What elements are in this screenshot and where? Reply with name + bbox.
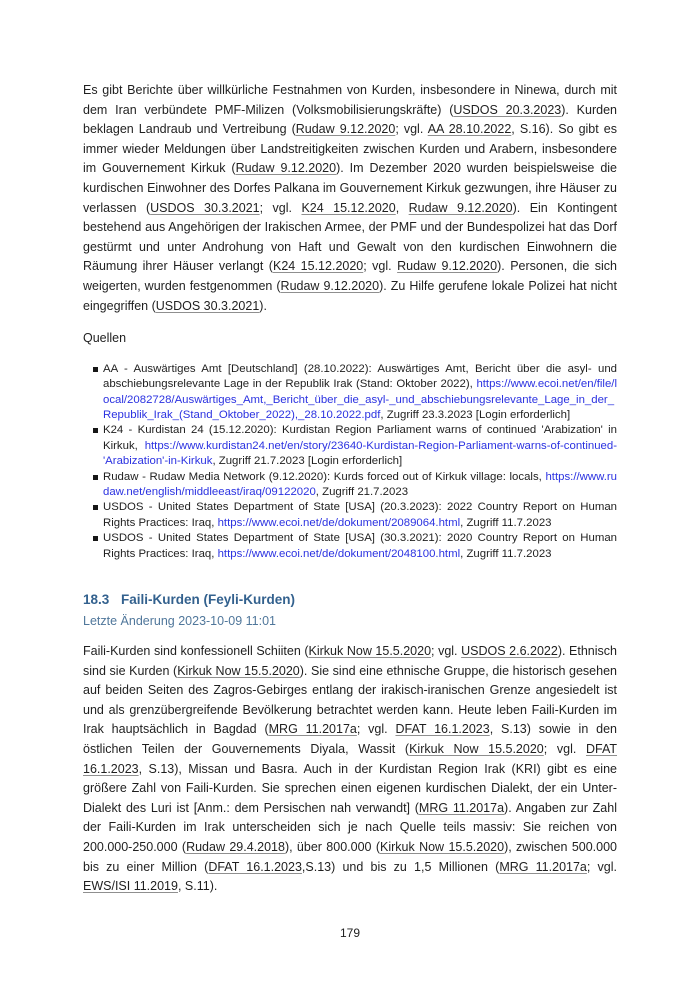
- citation-link[interactable]: Kirkuk Now 15.5.2020: [177, 663, 300, 678]
- url-link[interactable]: https://www.ecoi.net/en/file/local/2082728/Auswärtiges_Amt,_Bericht_über_die_asyl-_und_abschiebungsrelevante_Lage_in_der_Republik_Irak_(Stand_Oktober_2022),_28.10.2022.pdf: [103, 378, 617, 421]
- citation-link[interactable]: Kirkuk Now 15.5.2020: [409, 741, 544, 756]
- citation-link[interactable]: Rudaw 9.12.2020: [235, 161, 337, 176]
- citation-link[interactable]: DFAT 16.1.2023: [395, 722, 490, 737]
- citation-link[interactable]: USDOS 20.3.2023: [453, 102, 562, 117]
- url-link[interactable]: https://www.ecoi.net/de/dokument/2089064.html: [217, 516, 461, 529]
- text-run: ; vgl.: [586, 859, 617, 874]
- text-run: ). Zu Hilfe gerufene lokale Polizei hat nicht eingegriffen (: [83, 278, 617, 313]
- text-run: ). Im Dezember 2020 wurden beispielsweise die kurdischen Einwohner des Dorfes Palkana im Gouvernement Kirkuk gezwungen, ihre Häuser zu verlassen (: [83, 161, 618, 215]
- citation-link[interactable]: USDOS 30.3.2021: [150, 200, 260, 215]
- source-item: [83, 362, 617, 424]
- text-run: ; vgl.: [363, 259, 398, 274]
- url-link[interactable]: https://www.rudaw.net/english/middleeast/iraq/09122020: [103, 470, 617, 498]
- paragraph-faili-kurden: [83, 642, 617, 897]
- text-run: USDOS - United States Department of State [USA] (20.3.2023): 2022 Country Report on Human Rights Practices: Iraq,: [103, 501, 617, 529]
- sources-list: [83, 362, 617, 562]
- text-run: ,: [395, 200, 409, 215]
- citation-link[interactable]: K24 15.12.2020: [301, 200, 396, 215]
- citation-link[interactable]: Rudaw 9.12.2020: [408, 200, 513, 215]
- text-run: , S.13), Missan und Basra. Auch in der Kurdistan Region Irak (KRI) gibt es eine größere Zahl von Faili-Kurden. Sie sprechen einen eigenen kurdischen Dialekt, der ein Unter-Dialekt des Luri ist [Anm.: dem Persischen nah verwandt] (: [83, 761, 617, 815]
- source-item: [83, 470, 617, 501]
- text-run: Faili-Kurden sind konfessionell Schiiten (: [83, 644, 309, 658]
- text-run: , S.16). So gibt es immer wieder Meldungen über Landstreitigkeiten zwischen Kurden und Arabern, insbesondere im Gouvernement Kirkuk (: [83, 122, 617, 176]
- citation-link[interactable]: MRG 11.2017a: [499, 859, 587, 874]
- citation-link[interactable]: K24 15.12.2020: [272, 259, 364, 274]
- citation-link[interactable]: DFAT 16.1.2023: [208, 859, 302, 874]
- text-run: Rudaw - Rudaw Media Network (9.12.2020): Kurds forced out of Kirkuk village: locals,: [103, 470, 546, 483]
- text-run: ), über 800.000 (: [284, 839, 380, 854]
- text-run: ). Kurden beklagen Landraub und Vertreibung (: [83, 102, 617, 137]
- citation-link[interactable]: Rudaw 9.12.2020: [280, 278, 380, 293]
- url-link[interactable]: https://www.ecoi.net/de/dokument/2048100.html: [217, 547, 461, 560]
- text-run: ). Sie sind eine ethnische Gruppe, die historisch gesehen auf beiden Seiten des Zagros-Gebirges entlang der irakisch-iranischen Grenze angesiedelt ist und als grenzübergreifende Bevölkerung betrachtet werden kann. Heute leben Faili-Kurden im Irak hauptsächlich in Bagdad (: [83, 663, 617, 737]
- text-run: ; vgl.: [395, 122, 428, 137]
- citation-link[interactable]: AA 28.10.2022: [427, 122, 512, 137]
- source-item: [83, 423, 617, 469]
- source-item: [83, 500, 617, 531]
- citation-link[interactable]: Kirkuk Now 15.5.2020: [308, 644, 432, 658]
- text-run: ; vgl.: [356, 722, 396, 737]
- citation-link[interactable]: DFAT 16.1.2023: [83, 741, 618, 776]
- citation-link[interactable]: USDOS 2.6.2022: [461, 644, 558, 658]
- citation-link[interactable]: Kirkuk Now 15.5.2020: [380, 839, 505, 854]
- citation-link[interactable]: Rudaw 9.12.2020: [397, 259, 498, 274]
- source-item: [83, 531, 617, 562]
- citation-link[interactable]: EWS/ISI 11.2019: [83, 879, 178, 894]
- text-run: USDOS - United States Department of State [USA] (30.3.2021): 2020 Country Report on Human Rights Practices: Iraq,: [103, 532, 617, 560]
- text-run: AA - Auswärtiges Amt [Deutschland] (28.10.2022): Auswärtiges Amt, Bericht über die asyl- und abschiebungsrelevante Lage in der Republik Irak (Stand: Oktober 2022),: [103, 362, 617, 391]
- text-run: ). Ethnisch sind sie Kurden (: [83, 644, 617, 678]
- page-number: 179: [339, 926, 361, 940]
- text-run: , S.13) sowie in den östlichen Teilen der Gouvernements Diyala, Wassit (: [83, 722, 617, 756]
- citation-link[interactable]: USDOS 30.3.2021: [155, 298, 260, 313]
- text-run: K24 - Kurdistan 24 (15.12.2020): Kurdistan Region Parliament warns of continued 'Arabization' in Kirkuk,: [103, 424, 617, 452]
- text-run: , S.11).: [177, 879, 218, 894]
- text-run: ; vgl.: [431, 644, 462, 658]
- text-run: ). Angaben zur Zahl der Faili-Kurden im Irak unterscheiden sich je nach Quelle teils massiv: Sie reichen von 200.000-250.000 (: [83, 800, 617, 854]
- last-change-timestamp: Letzte Änderung 2023-10-09 11:01: [83, 614, 276, 628]
- paragraph-kurden-festnahmen: [83, 81, 617, 316]
- text-run: , Zugriff 11.7.2023: [460, 547, 552, 560]
- text-run: ; vgl.: [259, 200, 302, 215]
- section-number: 18.3: [83, 592, 110, 607]
- text-run: , Zugriff 23.3.2023 [Login erforderlich]: [380, 408, 571, 421]
- citation-link[interactable]: MRG 11.2017a: [418, 800, 505, 815]
- text-run: ,S.13) und bis zu 1,5 Millionen (: [301, 859, 500, 874]
- citation-link[interactable]: Rudaw 9.12.2020: [295, 122, 396, 137]
- text-run: , Zugriff 11.7.2023: [460, 516, 552, 529]
- text-run: ; vgl.: [543, 741, 586, 756]
- sources-heading: Quellen: [83, 331, 127, 346]
- citation-link[interactable]: Rudaw 29.4.2018: [186, 839, 285, 854]
- text-run: ). Personen, die sich weigerten, wurden festgenommen (: [83, 259, 618, 293]
- text-run: Es gibt Berichte über willkürliche Festnahmen von Kurden, insbesondere in Ninewa, durch mit dem Iran verbündete PMF-Milizen (Volksmobilisierungskräfte) (: [83, 83, 617, 117]
- text-run: , Zugriff 21.7.2023: [315, 485, 409, 498]
- text-run: , Zugriff 21.7.2023 [Login erforderlich]: [212, 455, 403, 468]
- text-run: ), zwischen 500.000 bis zu einer Million (: [83, 839, 617, 874]
- section-title: Faili-Kurden (Feyli-Kurden): [121, 592, 296, 607]
- citation-link[interactable]: MRG 11.2017a: [268, 722, 357, 737]
- url-link[interactable]: https://www.kurdistan24.net/en/story/23640-Kurdistan-Region-Parliament-warns-of-continued-'Arabization'-in-Kirkuk: [103, 439, 617, 468]
- text-run: ).: [259, 298, 267, 313]
- text-run: ). Ein Kontingent bestehend aus Angehörigen der Irakischen Armee, der PMF und der Bundespolizei hat das Dorf gestürmt und unter Androhung von Haft und Gewalt von den kurdischen Einwohnern die Räumung ihrer Häuser verlangt (: [83, 200, 617, 274]
- section-heading: [83, 592, 617, 607]
